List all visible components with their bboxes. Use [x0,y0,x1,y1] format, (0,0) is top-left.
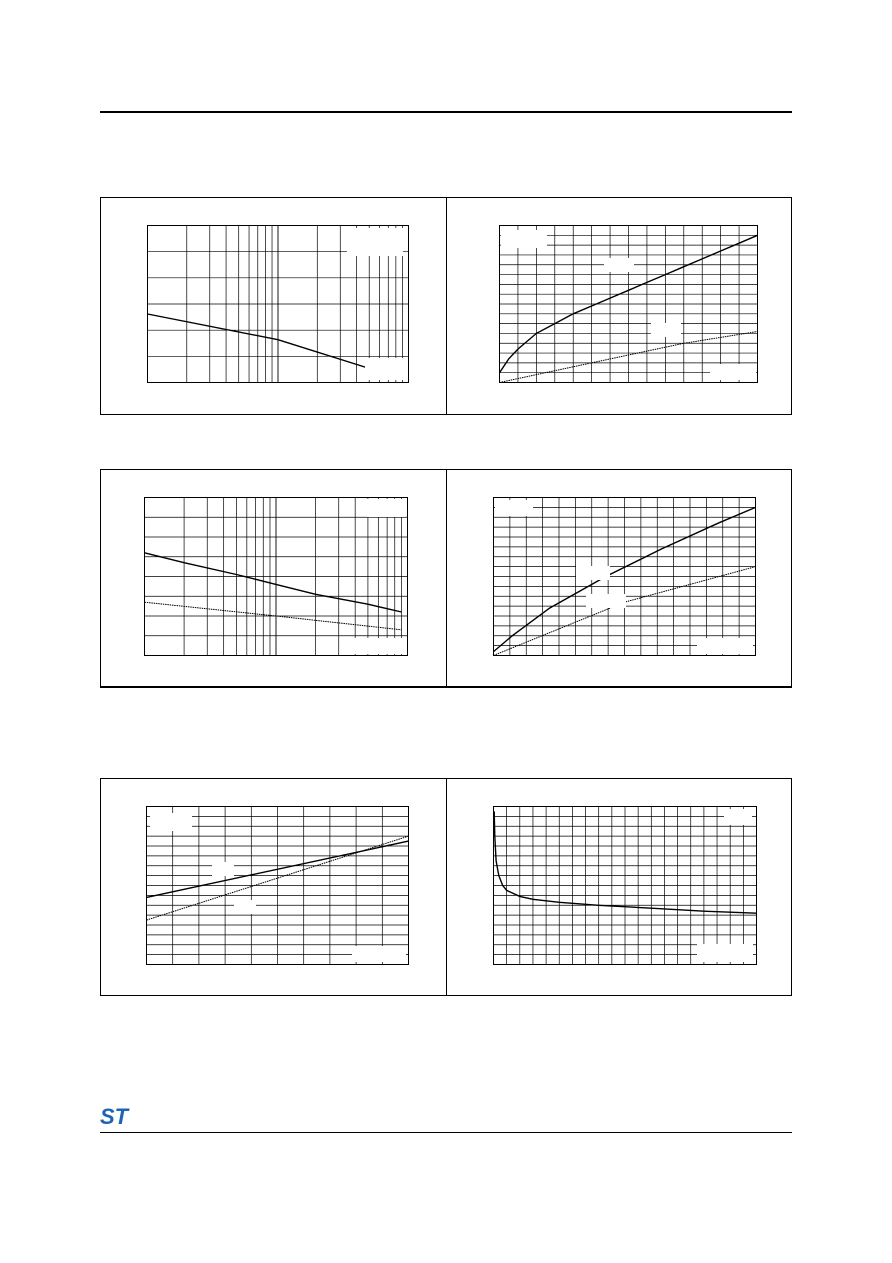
legend-box [340,638,406,654]
chart-4-linear [493,497,756,656]
legend-box [697,944,753,962]
footer-rule [100,1132,792,1133]
legend-box [495,500,533,516]
grid [494,807,757,965]
panel-divider-row-3 [446,778,447,996]
legend-box [710,364,756,380]
series-label-box [604,258,634,272]
series-1-line [145,553,402,612]
series-label-box [586,594,626,608]
series-label-box [212,862,234,876]
svg-text:ST: ST [100,1104,129,1128]
panel-divider-row-1 [446,197,447,415]
chart-6-linear [493,806,757,965]
series-label-box [576,566,610,580]
grid [500,226,758,383]
legend-box [724,809,752,825]
st-logo [98,1104,136,1128]
legend-box [150,813,192,831]
panel-divider-row-2 [446,469,447,688]
legend-box [697,638,753,654]
series-label-box [234,900,256,914]
legend-box [365,358,405,380]
legend-box [501,230,547,248]
series-label-box [651,323,681,337]
chart-2-linear [499,225,758,383]
chart-3-log-x [144,497,408,656]
grid [494,498,756,656]
legend-box [347,228,403,256]
legend-box [352,946,406,962]
header-rule [100,111,792,113]
grid [145,498,408,656]
legend-box [367,499,405,517]
